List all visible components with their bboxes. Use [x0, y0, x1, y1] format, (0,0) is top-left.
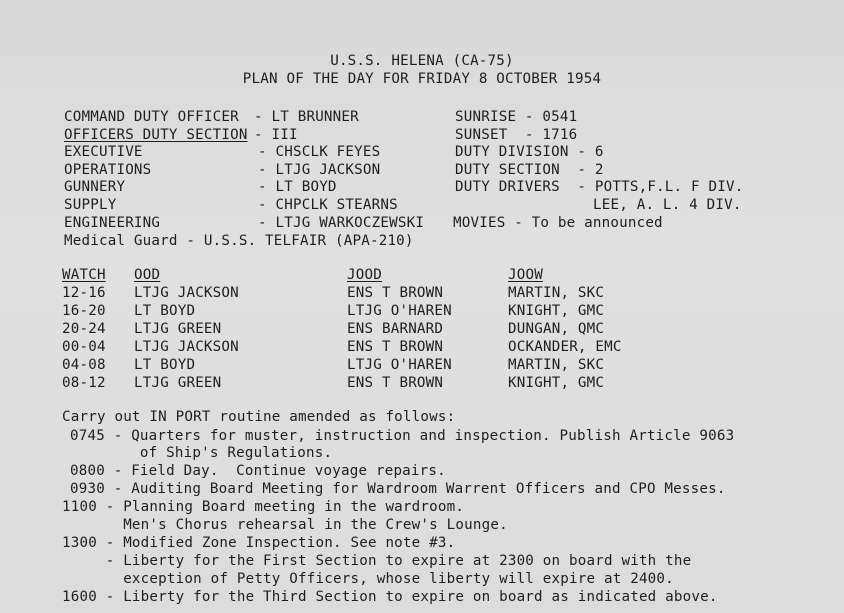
- duty-drivers: DUTY DRIVERS - POTTS,F.L. F DIV.: [455, 179, 744, 195]
- table-cell: OCKANDER, EMC: [508, 339, 622, 355]
- table-cell: DUNGAN, QMC: [508, 321, 605, 337]
- routine-line: exception of Petty Officers, whose liberty will expire at 2400.: [62, 571, 674, 587]
- table-cell: ENS T BROWN: [347, 339, 444, 355]
- table-cell: LTJG GREEN: [134, 321, 222, 337]
- table-cell: ENS T BROWN: [347, 285, 444, 301]
- routine-line: of Ship's Regulations.: [70, 445, 333, 461]
- duty-division: DUTY DIVISION - 6: [455, 144, 604, 160]
- ods-label: OFFICERS DUTY SECTION: [64, 127, 248, 143]
- cdo-value: - LT BRUNNER: [254, 109, 359, 125]
- table-cell: LTJG JACKSON: [134, 285, 239, 301]
- table-cell: LTJG O'HAREN: [347, 357, 452, 373]
- duty-row-label: ENGINEERING: [64, 215, 161, 231]
- sunset: SUNSET - 1716: [455, 127, 578, 143]
- routine-line: Men's Chorus rehearsal in the Crew's Lounge.: [62, 517, 508, 533]
- table-cell: LTJG O'HAREN: [347, 303, 452, 319]
- joow-header: JOOW: [508, 267, 543, 283]
- table-cell: 20-24: [62, 321, 106, 337]
- ship-title: U.S.S. HELENA (CA-75): [330, 53, 514, 69]
- duty-row-value: - LTJG JACKSON: [258, 162, 381, 178]
- routine-line: - Liberty for the First Section to expire at 2300 on board with the: [62, 553, 692, 569]
- duty-row-label: GUNNERY: [64, 179, 126, 195]
- routine-line: 1100 - Planning Board meeting in the wardroom.: [62, 499, 465, 515]
- table-cell: KNIGHT, GMC: [508, 303, 605, 319]
- table-cell: LT BOYD: [134, 357, 196, 373]
- table-cell: LTJG GREEN: [134, 375, 222, 391]
- table-cell: 04-08: [62, 357, 106, 373]
- movies: MOVIES - To be announced: [453, 215, 663, 231]
- table-cell: 16-20: [62, 303, 106, 319]
- duty-row-value: - LTJG WARKOCZEWSKI: [258, 215, 425, 231]
- table-cell: MARTIN, SKC: [508, 285, 605, 301]
- duty-row-value: - CHSCLK FEYES: [258, 144, 381, 160]
- routine-line: 1300 - Modified Zone Inspection. See note #3.: [62, 535, 456, 551]
- duty-drivers-second: LEE, A. L. 4 DIV.: [593, 197, 742, 213]
- table-cell: MARTIN, SKC: [508, 357, 605, 373]
- table-cell: ENS T BROWN: [347, 375, 444, 391]
- ood-header: OOD: [134, 267, 161, 283]
- table-cell: 12-16: [62, 285, 106, 301]
- cdo-label: COMMAND DUTY OFFICER: [64, 109, 239, 125]
- duty-row-label: EXECUTIVE: [64, 144, 143, 160]
- duty-row-value: - LT BOYD: [258, 179, 337, 195]
- routine-line: 0745 - Quarters for muster, instruction and inspection. Publish Article 9063: [70, 428, 735, 444]
- table-cell: LT BOYD: [134, 303, 196, 319]
- table-cell: KNIGHT, GMC: [508, 375, 605, 391]
- routine-line: 0800 - Field Day. Continue voyage repairs.: [70, 463, 446, 479]
- routine-line: 0930 - Auditing Board Meeting for Wardroom Warrent Officers and CPO Messes.: [70, 481, 726, 497]
- table-cell: 08-12: [62, 375, 106, 391]
- routine-intro: Carry out IN PORT routine amended as follows:: [62, 409, 456, 425]
- plan-title: PLAN OF THE DAY FOR FRIDAY 8 OCTOBER 1954: [242, 71, 602, 87]
- medical-guard: Medical Guard - U.S.S. TELFAIR (APA-210): [64, 233, 414, 249]
- table-cell: 00-04: [62, 339, 106, 355]
- duty-row-value: - CHPCLK STEARNS: [258, 197, 398, 213]
- watch-header: WATCH: [62, 267, 106, 283]
- sunrise: SUNRISE - 0541: [455, 109, 578, 125]
- jood-header: JOOD: [347, 267, 382, 283]
- duty-row-label: OPERATIONS: [64, 162, 152, 178]
- table-cell: ENS BARNARD: [347, 321, 444, 337]
- duty-section: DUTY SECTION - 2: [455, 162, 604, 178]
- duty-row-label: SUPPLY: [64, 197, 117, 213]
- table-cell: LTJG JACKSON: [134, 339, 239, 355]
- routine-line: 1600 - Liberty for the Third Section to expire on board as indicated above.: [62, 589, 718, 605]
- ods-value: - III: [254, 127, 298, 143]
